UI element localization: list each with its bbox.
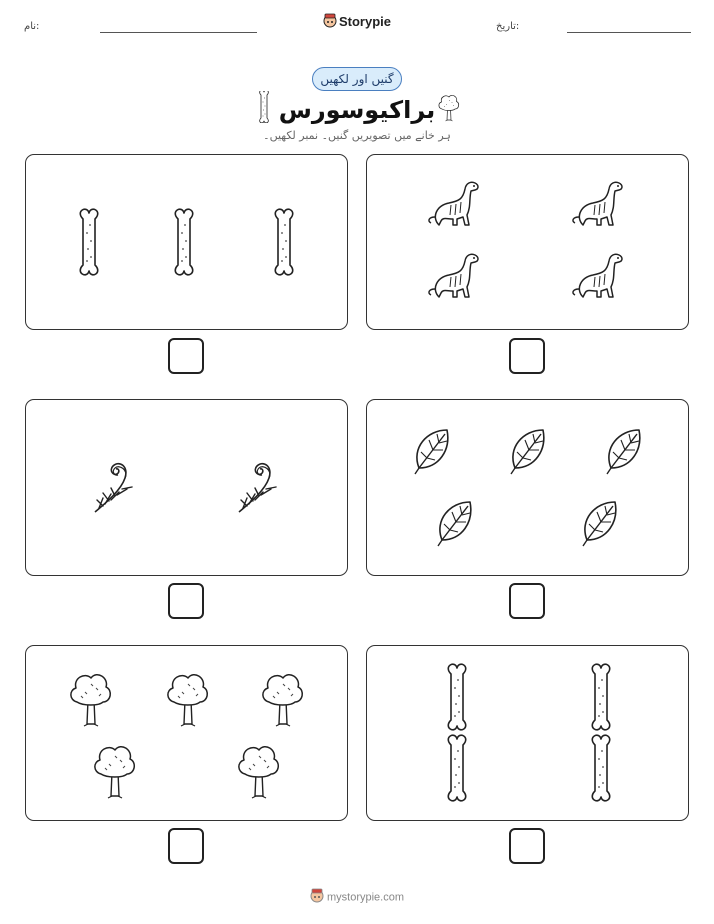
dinosaur-icon xyxy=(429,182,478,225)
date-label: تاریخ: xyxy=(496,21,520,32)
panel-ferns-2 xyxy=(25,399,348,576)
activity-badge: گنیں اور لکھیں xyxy=(312,67,402,91)
panel-bones-3 xyxy=(25,154,348,330)
name-label: نام: xyxy=(24,21,40,32)
storypie-logo-icon xyxy=(310,888,324,907)
dinosaur-icon xyxy=(573,254,622,297)
dinosaur-icon xyxy=(429,254,478,297)
dinosaur-icon xyxy=(573,182,622,225)
footer-site-link[interactable]: mystorypie.com xyxy=(326,891,405,904)
answer-box-bones-3[interactable] xyxy=(168,338,204,374)
panel-leaves-5 xyxy=(366,399,689,576)
answer-box-dinosaurs-4[interactable] xyxy=(509,338,545,374)
tree-icon xyxy=(239,747,278,798)
answer-box-ferns-2[interactable] xyxy=(168,583,204,619)
answer-box-trees-5[interactable] xyxy=(168,828,204,864)
panel-trees-5 xyxy=(25,645,348,821)
tree-icon xyxy=(71,675,110,726)
leaf-icon xyxy=(607,430,640,474)
bone-icon xyxy=(592,735,609,801)
storypie-logo-icon xyxy=(323,13,337,32)
date-line[interactable] xyxy=(567,32,691,33)
fern-icon xyxy=(239,464,276,512)
bone-icon xyxy=(448,735,465,801)
panel-bones-4 xyxy=(366,645,689,821)
brand-name: Storypie xyxy=(338,13,391,29)
footer xyxy=(0,888,714,907)
answer-box-bones-4[interactable] xyxy=(509,828,545,864)
worksheet-title: براکیوسورس xyxy=(278,96,436,124)
bone-icon xyxy=(275,209,292,275)
tree-icon xyxy=(263,675,302,726)
instruction-text: ہر خانے میں تصویریں گنیں۔ نمبر لکھیں۔ xyxy=(263,129,451,142)
tree-icon xyxy=(168,675,207,726)
bone-icon xyxy=(175,209,192,275)
leaf-icon xyxy=(583,502,616,546)
panel-dinosaurs-4 xyxy=(366,154,689,330)
bone-icon xyxy=(592,664,609,730)
brand xyxy=(0,13,714,32)
answer-box-leaves-5[interactable] xyxy=(509,583,545,619)
leaf-icon xyxy=(438,502,471,546)
fern-icon xyxy=(95,464,132,512)
bone-icon xyxy=(448,664,465,730)
leaf-icon xyxy=(511,430,544,474)
bone-icon xyxy=(80,209,97,275)
tree-icon xyxy=(95,747,134,798)
leaf-icon xyxy=(415,430,448,474)
name-line[interactable] xyxy=(100,32,257,33)
